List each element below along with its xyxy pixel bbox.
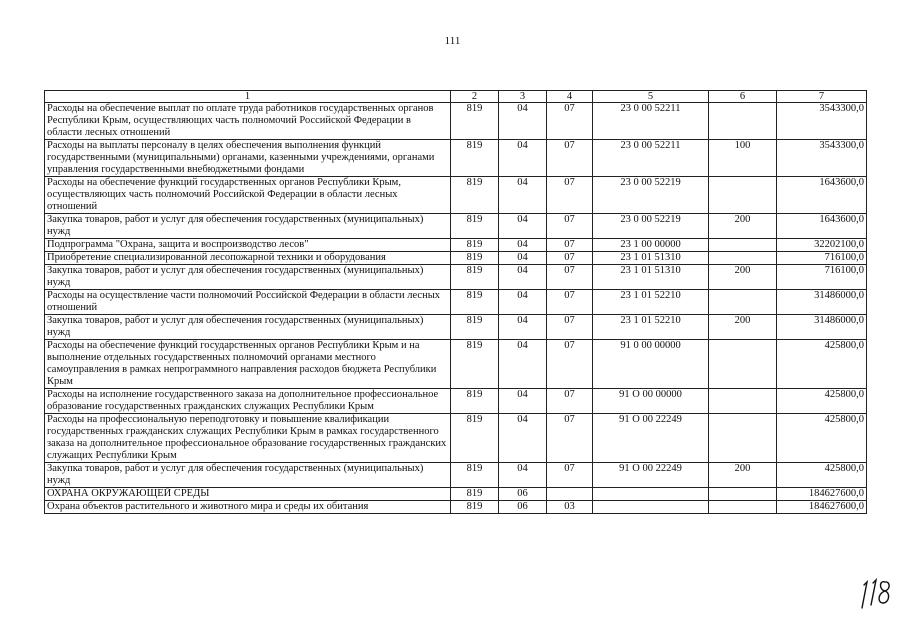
ministry-code-cell: 819 [451, 214, 499, 239]
target-article-cell [593, 488, 709, 501]
amount-cell: 716100,0 [777, 265, 867, 290]
ministry-code-cell: 819 [451, 315, 499, 340]
target-article-cell: 23 1 01 51310 [593, 252, 709, 265]
expense-name-cell: Расходы на исполнение государственного заказа на дополнительное профессиональное образование государственных гражданских служащих Республики Крым [45, 389, 451, 414]
expense-name-cell: Закупка товаров, работ и услуг для обеспечения государственных (муниципальных) нужд [45, 265, 451, 290]
target-article-cell: 23 1 00 00000 [593, 239, 709, 252]
table-row [45, 265, 867, 290]
amount-cell: 716100,0 [777, 252, 867, 265]
amount-cell: 425800,0 [777, 389, 867, 414]
target-article-cell: 91 О 00 00000 [593, 389, 709, 414]
section-code-cell: 04 [499, 340, 547, 389]
ministry-code-cell: 819 [451, 265, 499, 290]
subsection-code-cell: 07 [547, 315, 593, 340]
subsection-code-cell: 07 [547, 290, 593, 315]
expense-type-cell [709, 239, 777, 252]
header-col-1: 1 [45, 91, 451, 103]
header-col-7: 7 [777, 91, 867, 103]
expense-name-cell: Закупка товаров, работ и услуг для обеспечения государственных (муниципальных) нужд [45, 463, 451, 488]
header-col-6: 6 [709, 91, 777, 103]
amount-cell: 184627600,0 [777, 501, 867, 514]
ministry-code-cell: 819 [451, 501, 499, 514]
expense-type-cell [709, 414, 777, 463]
subsection-code-cell: 07 [547, 463, 593, 488]
target-article-cell: 23 1 01 51310 [593, 265, 709, 290]
amount-cell: 3543300,0 [777, 140, 867, 177]
expense-type-cell [709, 501, 777, 514]
amount-cell: 3543300,0 [777, 103, 867, 140]
expense-type-cell [709, 103, 777, 140]
table-row [45, 239, 867, 252]
table-row [45, 463, 867, 488]
table-row [45, 252, 867, 265]
amount-cell: 1643600,0 [777, 214, 867, 239]
expense-name-cell: Закупка товаров, работ и услуг для обеспечения государственных (муниципальных) нужд [45, 315, 451, 340]
amount-cell: 425800,0 [777, 463, 867, 488]
table-header-row [45, 91, 867, 103]
expense-name-cell: Расходы на осуществление части полномочий Российской Федерации в области лесных отношений [45, 290, 451, 315]
section-code-cell: 04 [499, 315, 547, 340]
ministry-code-cell: 819 [451, 414, 499, 463]
page-number: 111 [444, 35, 461, 47]
subsection-code-cell [547, 488, 593, 501]
ministry-code-cell: 819 [451, 389, 499, 414]
table-row [45, 214, 867, 239]
expense-name-cell: Приобретение специализированной лесопожарной техники и оборудования [45, 252, 451, 265]
section-code-cell: 04 [499, 214, 547, 239]
amount-cell: 1643600,0 [777, 177, 867, 214]
budget-table [44, 90, 867, 514]
subsection-code-cell: 07 [547, 214, 593, 239]
section-code-cell: 04 [499, 265, 547, 290]
expense-name-cell: Расходы на обеспечение выплат по оплате труда работников государственных органов Республики Крым, осуществляющих часть полномочий Российской Федерации в области лесных отношений [45, 103, 451, 140]
table-row [45, 501, 867, 514]
expense-name-cell: Подпрограмма "Охрана, защита и воспроизводство лесов" [45, 239, 451, 252]
target-article-cell: 91 О 00 22249 [593, 463, 709, 488]
ministry-code-cell: 819 [451, 140, 499, 177]
ministry-code-cell: 819 [451, 252, 499, 265]
expense-type-cell: 200 [709, 214, 777, 239]
expense-type-cell [709, 252, 777, 265]
subsection-code-cell: 07 [547, 252, 593, 265]
header-col-5: 5 [593, 91, 709, 103]
expense-type-cell: 200 [709, 463, 777, 488]
subsection-code-cell: 07 [547, 389, 593, 414]
ministry-code-cell: 819 [451, 177, 499, 214]
header-col-3: 3 [499, 91, 547, 103]
target-article-cell: 23 0 00 52211 [593, 103, 709, 140]
section-code-cell: 04 [499, 140, 547, 177]
expense-type-cell [709, 340, 777, 389]
amount-cell: 184627600,0 [777, 488, 867, 501]
section-code-cell: 04 [499, 252, 547, 265]
ministry-code-cell: 819 [451, 340, 499, 389]
target-article-cell: 23 0 00 52211 [593, 140, 709, 177]
target-article-cell [593, 501, 709, 514]
subsection-code-cell: 07 [547, 177, 593, 214]
expense-type-cell [709, 177, 777, 214]
expense-type-cell [709, 389, 777, 414]
table-row [45, 140, 867, 177]
header-col-4: 4 [547, 91, 593, 103]
ministry-code-cell: 819 [451, 290, 499, 315]
amount-cell: 425800,0 [777, 340, 867, 389]
expense-type-cell: 200 [709, 315, 777, 340]
subsection-code-cell: 07 [547, 140, 593, 177]
expense-type-cell [709, 488, 777, 501]
handwritten-page-mark [858, 572, 894, 612]
table-row [45, 177, 867, 214]
expense-type-cell: 200 [709, 265, 777, 290]
amount-cell: 31486000,0 [777, 290, 867, 315]
subsection-code-cell: 07 [547, 265, 593, 290]
target-article-cell: 91 О 00 22249 [593, 414, 709, 463]
expense-name-cell: Расходы на обеспечение функций государственных органов Республики Крым, осуществляющих часть полномочий Российской Федерации в области лесных отношений [45, 177, 451, 214]
section-code-cell: 04 [499, 103, 547, 140]
section-code-cell: 06 [499, 501, 547, 514]
amount-cell: 425800,0 [777, 414, 867, 463]
expense-name-cell: Расходы на профессиональную переподготовку и повышение квалификации государственных гражданских служащих Республики Крым в рамках государственного заказа на дополнительное профессиональное образование государственных гражданских служащих Республики Крым [45, 414, 451, 463]
header-col-2: 2 [451, 91, 499, 103]
section-code-cell: 04 [499, 177, 547, 214]
ministry-code-cell: 819 [451, 239, 499, 252]
section-code-cell: 04 [499, 239, 547, 252]
table-row [45, 315, 867, 340]
table-row [45, 290, 867, 315]
expense-name-cell: Расходы на обеспечение функций государственных органов Республики Крым и на выполнение отдельных государственных полномочий органами местного самоуправления в рамках непрограммного направления расходов бюджета Республики Крым [45, 340, 451, 389]
target-article-cell: 23 1 01 52210 [593, 290, 709, 315]
table-row [45, 414, 867, 463]
section-code-cell: 04 [499, 389, 547, 414]
target-article-cell: 23 0 00 52219 [593, 177, 709, 214]
expense-name-cell: Расходы на выплаты персоналу в целях обеспечения выполнения функций государственными (муниципальными) органами, казенными учреждениями, органами управления государственными внебюджетными фондами [45, 140, 451, 177]
table-row [45, 488, 867, 501]
section-code-cell: 06 [499, 488, 547, 501]
expense-type-cell: 100 [709, 140, 777, 177]
subsection-code-cell: 07 [547, 239, 593, 252]
ministry-code-cell: 819 [451, 103, 499, 140]
expense-name-cell: Закупка товаров, работ и услуг для обеспечения государственных (муниципальных) нужд [45, 214, 451, 239]
ministry-code-cell: 819 [451, 488, 499, 501]
amount-cell: 31486000,0 [777, 315, 867, 340]
target-article-cell: 91 0 00 00000 [593, 340, 709, 389]
ministry-code-cell: 819 [451, 463, 499, 488]
table-row [45, 103, 867, 140]
section-code-cell: 04 [499, 290, 547, 315]
subsection-code-cell: 07 [547, 340, 593, 389]
subsection-code-cell: 07 [547, 103, 593, 140]
target-article-cell: 23 1 01 52210 [593, 315, 709, 340]
expense-name-cell: ОХРАНА ОКРУЖАЮЩЕЙ СРЕДЫ [45, 488, 451, 501]
subsection-code-cell: 03 [547, 501, 593, 514]
subsection-code-cell: 07 [547, 414, 593, 463]
section-code-cell: 04 [499, 463, 547, 488]
expense-type-cell [709, 290, 777, 315]
expense-name-cell: Охрана объектов растительного и животного мира и среды их обитания [45, 501, 451, 514]
table-row [45, 389, 867, 414]
section-code-cell: 04 [499, 414, 547, 463]
table-row [45, 340, 867, 389]
amount-cell: 32202100,0 [777, 239, 867, 252]
target-article-cell: 23 0 00 52219 [593, 214, 709, 239]
